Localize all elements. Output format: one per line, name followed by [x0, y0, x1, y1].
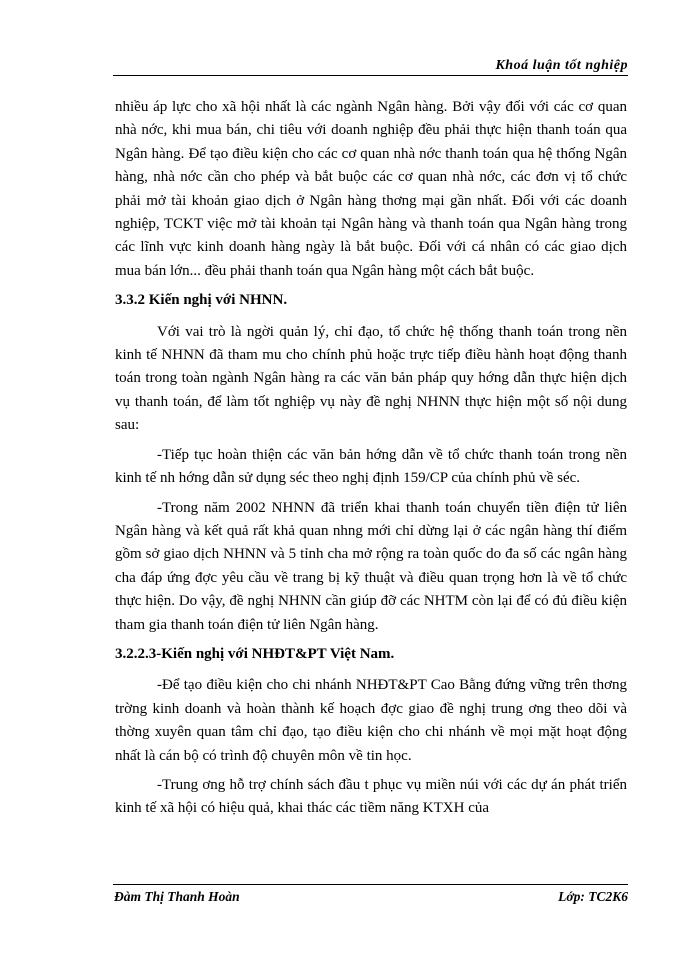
paragraph-4: -Trong năm 2002 NHNN đã triển khai thanh toán chuyển tiền điện tử liên Ngân hàng và kết quả rất khả quan nhng mới chỉ dừng lại ở các ngân hàng thí điểm gồm sở giao dịch NHNN và 5 tỉnh cha mở rộng ra toàn quốc do đa số các ngân hàng cha đáp ứng đợc yêu cầu về trang bị kỹ thuật và điều quan trọng hơn là về tổ chức thực hiện. Do vậy, đề nghị NHNN cần giúp đỡ các NHTM còn lại để có đủ điều kiện tham gia thanh toán điện tử liên Ngân hàng. — [115, 499, 627, 633]
document-body — [115, 96, 627, 827]
header-title: Khoá luận tốt nghiệp — [495, 58, 628, 73]
footer-class: Lớp: TC2K6 — [558, 889, 628, 904]
paragraph-1: nhiều áp lực cho xã hội nhất là các ngành Ngân hàng. Bởi vậy đối với các cơ quan nhà nớc, khi mua bán, chi tiêu với doanh nghiệp đều phải thực hiện thanh toán qua Ngân hàng. Để tạo điều kiện cho các cơ quan nhà nớc thanh toán qua hệ thống Ngân hàng, nhà nớc cần cho phép và bắt buộc các cơ quan nhà nớc, các đơn vị tổ chức phải mở tài khoản giao dịch ở Ngân hàng thơng mại gần nhất. Đối với các doanh nghiệp, TCKT việc mở tài khoản tại Ngân hàng và thanh toán qua Ngân hàng trong các lĩnh vực kinh doanh hàng ngày là bắt buộc. Đối với cá nhân có các giao dịch mua bán lớn... đều phải thanh toán qua Ngân hàng một cách bắt buộc. — [115, 99, 627, 279]
paragraph-6: -Trung ơng hỗ trợ chính sách đầu t phục vụ miền núi với các dự án phát triển kinh tế xã hội có hiệu quả, khai thác các tiềm năng KTXH của — [115, 776, 627, 817]
paragraph-2: Với vai trò là ngời quản lý, chỉ đạo, tổ chức hệ thống thanh toán trong nền kinh tế NHNN đã tham mu cho chính phủ hoặc trực tiếp điều hành hoạt động thanh toán trong toàn ngành Ngân hàng ra các văn bản pháp quy hớng dẫn thực hiện dịch vụ thanh toán, để làm tốt nghiệp vụ này đề nghị NHNN thực hiện một số nội dung sau: — [115, 323, 627, 434]
footer-rule — [113, 884, 628, 885]
paragraph-3: -Tiếp tục hoàn thiện các văn bản hớng dẫn về tổ chức thanh toán trong nền kinh tế nh hớng dẫn sử dụng séc theo nghị định 159/CP của chính phủ về séc. — [115, 446, 627, 487]
heading-kien-nghi-nhdt: 3.2.2.3-Kiến nghị với NHĐT&PT Việt Nam. — [115, 645, 395, 662]
footer-author: Đàm Thị Thanh Hoàn — [114, 889, 240, 904]
paragraph-5: -Để tạo điều kiện cho chi nhánh NHĐT&PT Cao Bằng đứng vững trên thơng trờng kinh doanh và hoàn thành kế hoạch đợc giao đề nghị trung ơng theo dõi và thờng xuyên quan tâm chỉ đạo, tạo điều kiện cho chi nhánh về mọi mặt hoạt động nhất là cán bộ có trình độ chuyên môn về tin học. — [115, 677, 627, 764]
header-rule — [113, 75, 628, 76]
heading-kien-nghi-nhnn: 3.3.2 Kiến nghị với NHNN. — [115, 292, 288, 309]
